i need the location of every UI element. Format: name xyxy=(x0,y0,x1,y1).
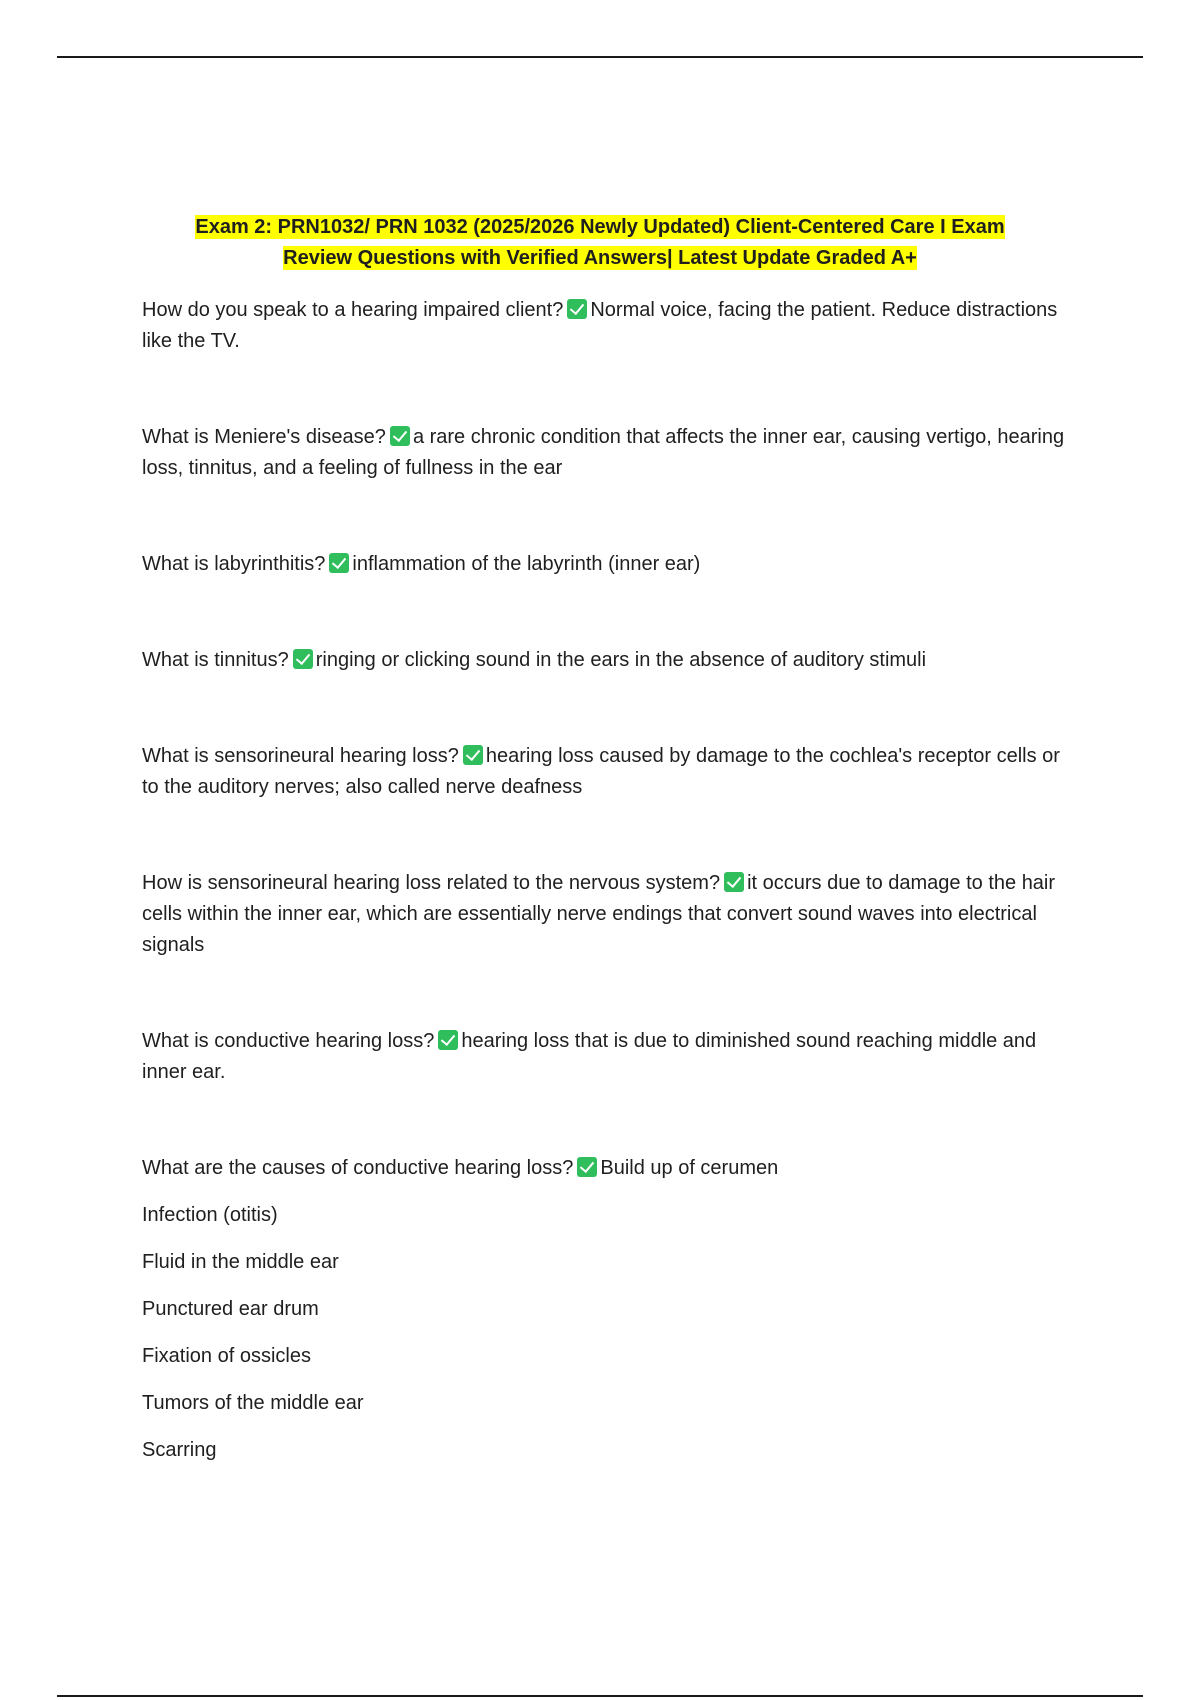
title-line-2: Review Questions with Verified Answers| Latest Update Graded A+ xyxy=(283,247,917,269)
answer-text: hearing loss caused by damage to the cochlea's receptor cells or to the auditory nerves; also called nerve deafness xyxy=(142,745,1060,798)
causes-list xyxy=(142,1200,1072,1466)
question-text: What is Meniere's disease? xyxy=(142,426,386,448)
list-item: Fluid in the middle ear xyxy=(142,1251,339,1273)
list-item: Fixation of ossicles xyxy=(142,1345,311,1367)
title-line-1: Exam 2: PRN1032/ PRN 1032 (2025/2026 Newly Updated) Client-Centered Care I Exam xyxy=(195,216,1005,238)
bottom-rule xyxy=(57,1695,1143,1697)
qa-item xyxy=(142,741,1072,803)
check-box-icon xyxy=(329,553,349,573)
question-text: What is sensorineural hearing loss? xyxy=(142,745,459,767)
document-title xyxy=(120,212,1080,274)
qa-item xyxy=(142,295,1072,357)
answer-text: Build up of cerumen xyxy=(600,1157,779,1179)
answer-text: a rare chronic condition that affects the inner ear, causing vertigo, hearing loss, tinnitus, and a feeling of fullness in the ear xyxy=(142,426,1065,479)
check-box-icon xyxy=(724,872,744,892)
answer-text: Normal voice, facing the patient. Reduce distractions like the TV. xyxy=(142,299,1058,352)
qa-item xyxy=(142,422,1072,484)
qa-item xyxy=(142,549,1072,580)
check-box-icon xyxy=(567,299,587,319)
answer-text: inflammation of the labyrinth (inner ear) xyxy=(352,553,701,575)
question-text: What is tinnitus? xyxy=(142,649,289,671)
top-rule xyxy=(57,56,1143,58)
list-item: Scarring xyxy=(142,1439,217,1461)
check-box-icon xyxy=(577,1157,597,1177)
check-box-icon xyxy=(438,1030,458,1050)
question-text: What is conductive hearing loss? xyxy=(142,1030,435,1052)
question-text: How do you speak to a hearing impaired client? xyxy=(142,299,564,321)
check-box-icon xyxy=(390,426,410,446)
qa-content xyxy=(142,295,1072,1482)
question-text: What are the causes of conductive hearing loss? xyxy=(142,1157,574,1179)
qa-item xyxy=(142,868,1072,961)
check-box-icon xyxy=(293,649,313,669)
qa-item xyxy=(142,1153,1072,1466)
list-item: Tumors of the middle ear xyxy=(142,1392,364,1414)
question-text: What is labyrinthitis? xyxy=(142,553,326,575)
qa-item xyxy=(142,1026,1072,1088)
answer-text: it occurs due to damage to the hair cells within the inner ear, which are essentially nerve endings that convert sound waves into electrical signals xyxy=(142,872,1056,956)
answer-text: hearing loss that is due to diminished sound reaching middle and inner ear. xyxy=(142,1030,1037,1083)
answer-text: ringing or clicking sound in the ears in the absence of auditory stimuli xyxy=(315,649,927,671)
qa-item xyxy=(142,645,1072,676)
list-item: Infection (otitis) xyxy=(142,1204,278,1226)
question-text: How is sensorineural hearing loss related to the nervous system? xyxy=(142,872,721,894)
check-box-icon xyxy=(463,745,483,765)
list-item: Punctured ear drum xyxy=(142,1298,319,1320)
